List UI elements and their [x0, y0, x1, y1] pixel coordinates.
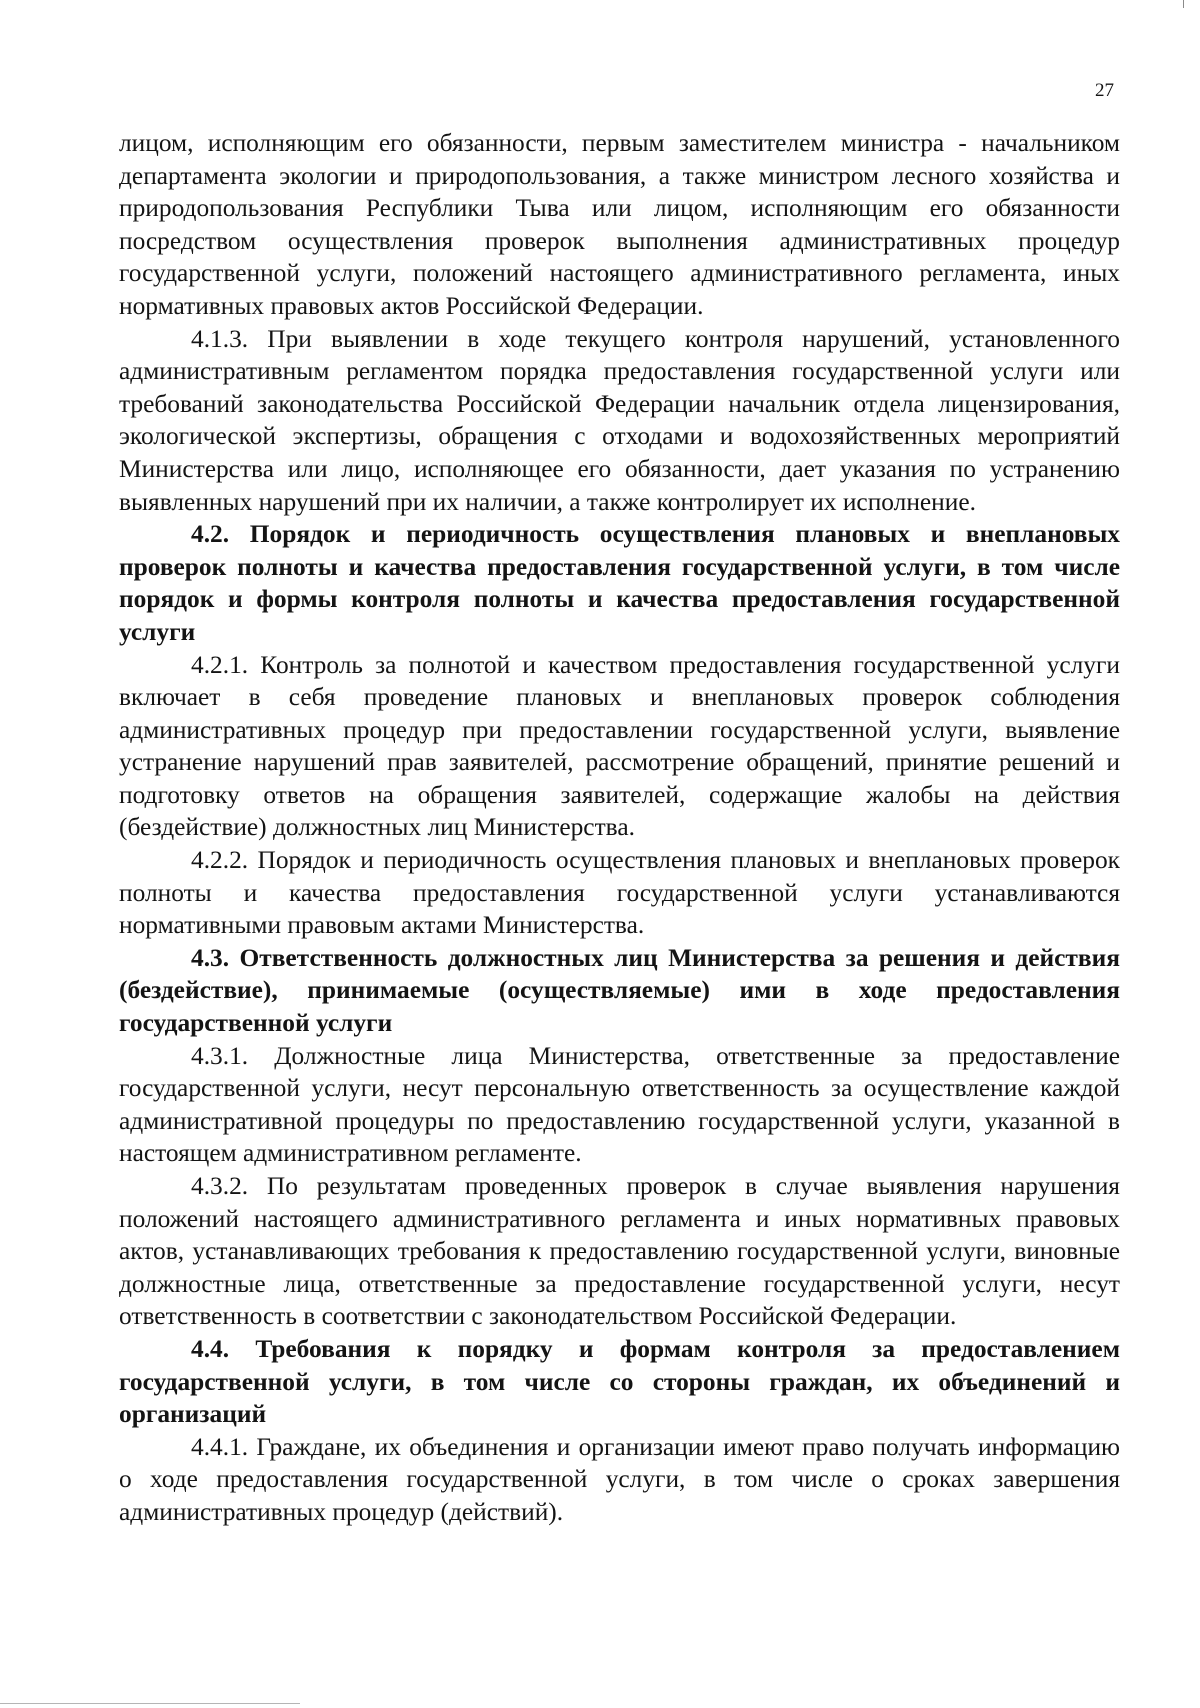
- page-number: 27: [1095, 80, 1114, 101]
- paragraph-4-2-2: 4.2.2. Порядок и периодичность осуществления плановых и внеплановых проверок полноты и качества предоставления государственной услуги устанавливаются нормативными правовым актами Министерства.: [119, 846, 1120, 940]
- paragraph-continuation: лицом, исполняющим его обязанности, первым заместителем министра - начальником департамента экологии и природопользования, а также министром лесного хозяйства и природопользования Республики Тыва или лицом, исполняющим его обязанности посредством осуществления проверок выполнения административных процедур государственной услуги, положений настоящего административного регламента, иных нормативных правовых актов Российской Федерации.: [119, 129, 1120, 320]
- section-heading-4-2: 4.2. Порядок и периодичность осуществления плановых и внеплановых проверок полноты и качества предоставления государственной услуги, в том числе порядок и формы контроля полноты и качества предоставления государственной услуги: [119, 520, 1120, 646]
- section-heading-4-3: 4.3. Ответственность должностных лиц Министерства за решения и действия (бездействие), принимаемые (осуществляемые) ими в ходе предоставления государственной услуги: [119, 943, 1120, 1038]
- scan-edge-mark: [1183, 0, 1184, 8]
- paragraph-4-3-1: 4.3.1. Должностные лица Министерства, ответственные за предоставление государственной услуги, несут персональную ответственность за осуществление каждой административной процедуры по предоставлению государственной услуги, указанной в настоящем административном регламенте.: [119, 1041, 1120, 1168]
- paragraph-4-1-3: 4.1.3. При выявлении в ходе текущего контроля нарушений, установленного административным регламентом порядка предоставления государственной услуги или требований законодательства Российской Федерации начальник отдела лицензирования, экологической экспертизы, обращения с отходами и водохозяйственных мероприятий Министерства или лицо, исполняющее его обязанности, дает указания по устранению выявленных нарушений при их наличии, а также контролирует их исполнение.: [119, 324, 1120, 516]
- paragraph-4-2-1: 4.2.1. Контроль за полнотой и качеством предоставления государственной услуги включает в себя проведение плановых и внеплановых проверок соблюдения административных процедур при предоставлении государственной услуги, выявление устранение нарушений прав заявителей, рассмотрение обращений, принятие решений и подготовку ответов на обращения заявителей, содержащие жалобы на действия (бездействие) должностных лиц Министерства.: [119, 650, 1120, 842]
- paragraph-4-3-2: 4.3.2. По результатам проведенных проверок в случае выявления нарушения положений настоящего административного регламента и иных нормативных правовых актов, устанавливающих требования к предоставлению государственной услуги, виновные должностные лица, ответственные за предоставление государственной услуги, несут ответственность в соответствии с законодательством Российской Федерации.: [119, 1172, 1120, 1331]
- paragraph-4-4-1: 4.4.1. Граждане, их объединения и организации имеют право получать информацию о ходе предоставления государственной услуги, в том числе о сроках завершения административных процедур (действий).: [119, 1432, 1120, 1526]
- section-heading-4-4: 4.4. Требования к порядку и формам контроля за предоставлением государственной услуги, в том числе со стороны граждан, их объединений и организаций: [119, 1334, 1120, 1429]
- document-body: [119, 127, 1120, 1529]
- scan-edge-line: [0, 1703, 300, 1704]
